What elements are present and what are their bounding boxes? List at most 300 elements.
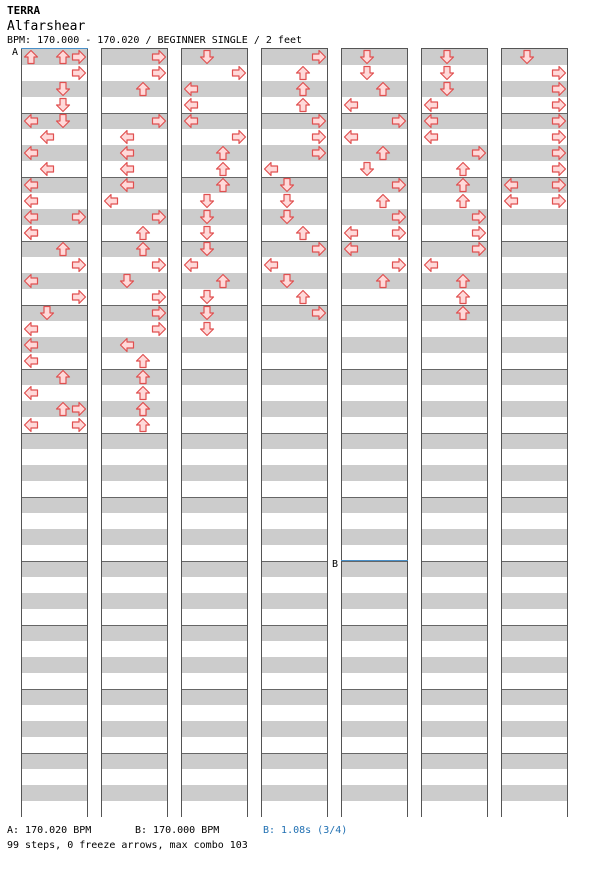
beat-band xyxy=(102,705,167,721)
measure-line xyxy=(262,369,327,370)
chart-column-6 xyxy=(421,48,488,817)
step-arrow-up xyxy=(455,161,471,177)
step-arrow-left xyxy=(23,337,39,353)
beat-band xyxy=(422,705,487,721)
beat-band xyxy=(502,785,567,801)
beat-band xyxy=(262,369,327,385)
beat-band xyxy=(422,785,487,801)
step-arrow-right xyxy=(551,177,567,193)
step-arrow-down xyxy=(199,321,215,337)
beat-band xyxy=(342,513,407,529)
step-arrow-down xyxy=(119,273,135,289)
measure-line xyxy=(182,369,247,370)
beat-band xyxy=(342,561,407,577)
step-arrow-left xyxy=(23,273,39,289)
beat-band xyxy=(262,689,327,705)
beat-band xyxy=(182,497,247,513)
step-arrow-down xyxy=(199,289,215,305)
step-arrow-up xyxy=(135,385,151,401)
beat-band xyxy=(262,721,327,737)
beat-band xyxy=(422,753,487,769)
step-arrow-right xyxy=(151,209,167,225)
measure-line xyxy=(102,433,167,434)
step-arrow-up xyxy=(295,65,311,81)
beat-band xyxy=(502,337,567,353)
beat-band xyxy=(342,753,407,769)
beat-band xyxy=(342,433,407,449)
beat-band xyxy=(342,657,407,673)
beat-band xyxy=(102,481,167,497)
step-arrow-left xyxy=(23,177,39,193)
beat-band xyxy=(22,689,87,705)
step-arrow-down xyxy=(439,65,455,81)
beat-band xyxy=(422,737,487,753)
measure-line xyxy=(182,625,247,626)
beat-band xyxy=(262,513,327,529)
beat-band xyxy=(422,401,487,417)
step-arrow-right xyxy=(391,113,407,129)
step-arrow-down xyxy=(519,49,535,65)
step-arrow-down xyxy=(279,273,295,289)
step-arrow-up xyxy=(455,305,471,321)
beat-band xyxy=(342,769,407,785)
beat-band xyxy=(502,737,567,753)
beat-band xyxy=(342,497,407,513)
beat-band xyxy=(22,785,87,801)
beat-band xyxy=(22,529,87,545)
beat-band xyxy=(102,593,167,609)
step-arrow-up xyxy=(135,241,151,257)
beat-band xyxy=(342,289,407,305)
step-arrow-left xyxy=(119,129,135,145)
beat-band xyxy=(102,721,167,737)
step-arrow-down xyxy=(359,65,375,81)
step-arrow-left xyxy=(23,321,39,337)
beat-band xyxy=(182,577,247,593)
beat-band xyxy=(342,625,407,641)
step-arrow-down xyxy=(55,97,71,113)
beat-band xyxy=(22,801,87,817)
step-arrow-left xyxy=(23,113,39,129)
step-arrow-up xyxy=(55,241,71,257)
beat-band xyxy=(502,721,567,737)
beat-band xyxy=(422,481,487,497)
step-arrow-left xyxy=(119,177,135,193)
measure-line xyxy=(342,305,407,306)
step-arrow-down xyxy=(359,161,375,177)
measure-line xyxy=(262,625,327,626)
chart-column-1 xyxy=(21,48,88,817)
beat-band xyxy=(102,97,167,113)
bpm-marker-line xyxy=(21,48,88,49)
beat-band xyxy=(342,337,407,353)
step-arrow-left xyxy=(119,161,135,177)
step-arrow-right xyxy=(551,97,567,113)
step-arrow-right xyxy=(231,65,247,81)
beat-band xyxy=(102,433,167,449)
beat-band xyxy=(342,545,407,561)
step-arrow-down xyxy=(439,49,455,65)
beat-band xyxy=(22,449,87,465)
beat-band xyxy=(182,417,247,433)
beat-band xyxy=(502,209,567,225)
beat-band xyxy=(502,801,567,817)
beat-band xyxy=(502,657,567,673)
step-arrow-up xyxy=(455,193,471,209)
beat-band xyxy=(342,401,407,417)
beat-band xyxy=(422,673,487,689)
beat-band xyxy=(182,513,247,529)
beat-band xyxy=(182,337,247,353)
step-arrow-right xyxy=(151,65,167,81)
beat-band xyxy=(422,449,487,465)
beat-band xyxy=(342,369,407,385)
step-arrow-left xyxy=(39,161,55,177)
measure-line xyxy=(342,689,407,690)
bpm-marker-line xyxy=(341,560,408,561)
step-arrow-left xyxy=(503,177,519,193)
beat-band xyxy=(342,801,407,817)
measure-line xyxy=(102,753,167,754)
beat-band xyxy=(102,609,167,625)
beat-band xyxy=(422,593,487,609)
beat-band xyxy=(102,641,167,657)
step-arrow-up xyxy=(135,417,151,433)
step-arrow-down xyxy=(199,49,215,65)
beat-band xyxy=(102,769,167,785)
beat-band xyxy=(502,433,567,449)
step-arrow-right xyxy=(71,417,87,433)
measure-line xyxy=(22,625,87,626)
measure-line xyxy=(262,753,327,754)
beat-band xyxy=(342,641,407,657)
beat-band xyxy=(502,257,567,273)
beat-band xyxy=(102,753,167,769)
beat-band xyxy=(342,417,407,433)
measure-line xyxy=(102,625,167,626)
step-arrow-left xyxy=(23,353,39,369)
step-arrow-up xyxy=(375,145,391,161)
beat-band xyxy=(262,785,327,801)
step-arrow-right xyxy=(471,225,487,241)
step-arrow-left xyxy=(343,129,359,145)
step-arrow-up xyxy=(23,49,39,65)
beat-band xyxy=(182,705,247,721)
beat-band xyxy=(182,353,247,369)
step-arrow-down xyxy=(199,193,215,209)
beat-band xyxy=(422,721,487,737)
beat-band xyxy=(502,321,567,337)
beat-band xyxy=(502,577,567,593)
beat-band xyxy=(422,513,487,529)
beat-band xyxy=(502,305,567,321)
step-arrow-left xyxy=(423,257,439,273)
step-arrow-left xyxy=(103,193,119,209)
beat-band xyxy=(182,465,247,481)
step-arrow-up xyxy=(295,225,311,241)
step-arrow-right xyxy=(311,113,327,129)
beat-band xyxy=(182,369,247,385)
measure-line xyxy=(502,305,567,306)
beat-band xyxy=(422,561,487,577)
step-arrow-right xyxy=(151,321,167,337)
step-arrow-left xyxy=(119,337,135,353)
step-arrow-down xyxy=(359,49,375,65)
step-arrow-right xyxy=(551,193,567,209)
step-arrow-right xyxy=(551,113,567,129)
beat-band xyxy=(182,625,247,641)
beat-band xyxy=(342,705,407,721)
step-arrow-right xyxy=(471,241,487,257)
beat-band xyxy=(342,673,407,689)
beat-band xyxy=(182,737,247,753)
measure-line xyxy=(502,561,567,562)
beat-band xyxy=(102,529,167,545)
beat-band xyxy=(342,385,407,401)
beat-band xyxy=(182,545,247,561)
beat-band xyxy=(182,401,247,417)
beat-band xyxy=(262,321,327,337)
step-arrow-down xyxy=(279,209,295,225)
step-arrow-right xyxy=(311,129,327,145)
beat-band xyxy=(262,529,327,545)
beat-band xyxy=(502,673,567,689)
beat-band xyxy=(502,689,567,705)
beat-band xyxy=(22,657,87,673)
beat-band xyxy=(422,769,487,785)
beat-band xyxy=(422,801,487,817)
step-arrow-left xyxy=(503,193,519,209)
beat-band xyxy=(182,641,247,657)
measure-line xyxy=(502,241,567,242)
measure-line xyxy=(22,753,87,754)
step-arrow-up xyxy=(295,289,311,305)
beat-band xyxy=(182,657,247,673)
step-arrow-left xyxy=(119,145,135,161)
step-arrow-right xyxy=(151,289,167,305)
measure-line xyxy=(102,561,167,562)
beat-band xyxy=(262,753,327,769)
beat-band xyxy=(342,609,407,625)
beat-band xyxy=(502,593,567,609)
step-arrow-left xyxy=(23,385,39,401)
beat-band xyxy=(22,769,87,785)
step-arrow-right xyxy=(311,145,327,161)
beat-band xyxy=(102,801,167,817)
beat-band xyxy=(502,609,567,625)
beat-band xyxy=(22,641,87,657)
beat-band xyxy=(422,433,487,449)
step-arrow-down xyxy=(439,81,455,97)
footer-step-stats: 99 steps, 0 freeze arrows, max combo 103 xyxy=(7,840,248,851)
beat-band xyxy=(182,593,247,609)
beat-band xyxy=(22,481,87,497)
step-arrow-up xyxy=(135,225,151,241)
beat-band xyxy=(262,433,327,449)
step-arrow-up xyxy=(215,273,231,289)
step-arrow-left xyxy=(23,193,39,209)
beat-band xyxy=(182,801,247,817)
beat-band xyxy=(102,545,167,561)
beat-band xyxy=(182,721,247,737)
measure-line xyxy=(422,625,487,626)
measure-line xyxy=(102,497,167,498)
beat-band xyxy=(262,609,327,625)
measure-line xyxy=(22,689,87,690)
step-arrow-up xyxy=(295,97,311,113)
beat-band xyxy=(502,385,567,401)
beat-band xyxy=(262,673,327,689)
beat-band xyxy=(182,673,247,689)
measure-line xyxy=(342,625,407,626)
step-arrow-right xyxy=(231,129,247,145)
measure-line xyxy=(182,753,247,754)
step-arrow-right xyxy=(71,209,87,225)
beat-band xyxy=(342,785,407,801)
measure-line xyxy=(502,497,567,498)
step-arrow-left xyxy=(23,209,39,225)
beat-band xyxy=(102,465,167,481)
beat-band xyxy=(502,625,567,641)
step-arrow-up xyxy=(215,145,231,161)
beat-band xyxy=(22,625,87,641)
beat-band xyxy=(262,577,327,593)
step-arrow-down xyxy=(279,177,295,193)
chart-column-5 xyxy=(341,48,408,817)
beat-band xyxy=(422,529,487,545)
beat-band xyxy=(262,401,327,417)
beat-band xyxy=(502,273,567,289)
step-arrow-right xyxy=(71,401,87,417)
step-arrow-up xyxy=(375,273,391,289)
measure-line xyxy=(422,689,487,690)
step-arrow-left xyxy=(23,417,39,433)
measure-line xyxy=(502,689,567,690)
beat-band xyxy=(262,337,327,353)
beat-band xyxy=(262,737,327,753)
step-arrow-up xyxy=(55,401,71,417)
song-artist: TERRA xyxy=(7,4,41,17)
step-arrow-right xyxy=(391,177,407,193)
chart-column-2 xyxy=(101,48,168,817)
step-arrow-left xyxy=(183,97,199,113)
beat-band xyxy=(342,593,407,609)
beat-band xyxy=(22,577,87,593)
beat-band xyxy=(422,641,487,657)
step-arrow-up xyxy=(215,161,231,177)
beat-band xyxy=(502,289,567,305)
beat-band xyxy=(502,465,567,481)
bpm-a-label: A: 170.020 BPM xyxy=(7,825,92,836)
beat-band xyxy=(342,321,407,337)
beat-band xyxy=(102,561,167,577)
step-arrow-up xyxy=(135,401,151,417)
measure-line xyxy=(182,561,247,562)
beat-band xyxy=(342,689,407,705)
beat-band xyxy=(102,657,167,673)
step-arrow-left xyxy=(423,97,439,113)
step-arrow-down xyxy=(199,305,215,321)
beat-band xyxy=(342,737,407,753)
step-arrow-up xyxy=(55,49,71,65)
beat-band xyxy=(22,465,87,481)
chart-column-4 xyxy=(261,48,328,817)
step-arrow-up xyxy=(455,289,471,305)
beat-band xyxy=(22,737,87,753)
step-arrow-right xyxy=(391,225,407,241)
beat-band xyxy=(182,385,247,401)
measure-line xyxy=(182,433,247,434)
measure-line xyxy=(22,497,87,498)
beat-band xyxy=(22,433,87,449)
beat-band xyxy=(502,417,567,433)
beat-band xyxy=(422,497,487,513)
beat-band xyxy=(502,225,567,241)
beat-band xyxy=(22,705,87,721)
beat-band xyxy=(262,769,327,785)
beat-band xyxy=(342,449,407,465)
beat-band xyxy=(422,545,487,561)
measure-line xyxy=(342,497,407,498)
measure-line xyxy=(422,433,487,434)
step-arrow-down xyxy=(39,305,55,321)
beat-band xyxy=(102,737,167,753)
measure-line xyxy=(102,689,167,690)
beat-band xyxy=(22,513,87,529)
step-arrow-right xyxy=(311,49,327,65)
beat-band xyxy=(102,449,167,465)
beat-band xyxy=(342,721,407,737)
beat-band xyxy=(262,657,327,673)
step-arrow-right xyxy=(151,305,167,321)
step-arrow-up xyxy=(295,81,311,97)
step-arrow-up xyxy=(135,369,151,385)
measure-line xyxy=(22,433,87,434)
measure-line xyxy=(422,497,487,498)
song-title: Alfarshear xyxy=(7,19,86,34)
step-arrow-right xyxy=(391,257,407,273)
beat-band xyxy=(182,481,247,497)
step-arrow-left xyxy=(423,113,439,129)
step-arrow-left xyxy=(183,81,199,97)
beat-band xyxy=(182,433,247,449)
beat-band xyxy=(182,449,247,465)
step-arrow-right xyxy=(471,145,487,161)
beat-band xyxy=(102,577,167,593)
beat-band xyxy=(502,641,567,657)
step-arrow-right xyxy=(551,145,567,161)
step-arrow-up xyxy=(375,193,391,209)
beat-band xyxy=(102,673,167,689)
measure-line xyxy=(182,497,247,498)
step-arrow-right xyxy=(71,257,87,273)
chart-column-7 xyxy=(501,48,568,817)
beat-band xyxy=(502,449,567,465)
measure-line xyxy=(342,433,407,434)
beat-band xyxy=(262,625,327,641)
beat-band xyxy=(262,465,327,481)
beat-band xyxy=(262,417,327,433)
chart-column-3 xyxy=(181,48,248,817)
bpm-marker-b: B xyxy=(332,559,339,570)
step-arrow-right xyxy=(311,305,327,321)
beat-band xyxy=(262,593,327,609)
step-arrow-up xyxy=(455,177,471,193)
measure-line xyxy=(502,433,567,434)
step-arrow-up xyxy=(135,353,151,369)
beat-band xyxy=(262,449,327,465)
beat-band xyxy=(502,769,567,785)
